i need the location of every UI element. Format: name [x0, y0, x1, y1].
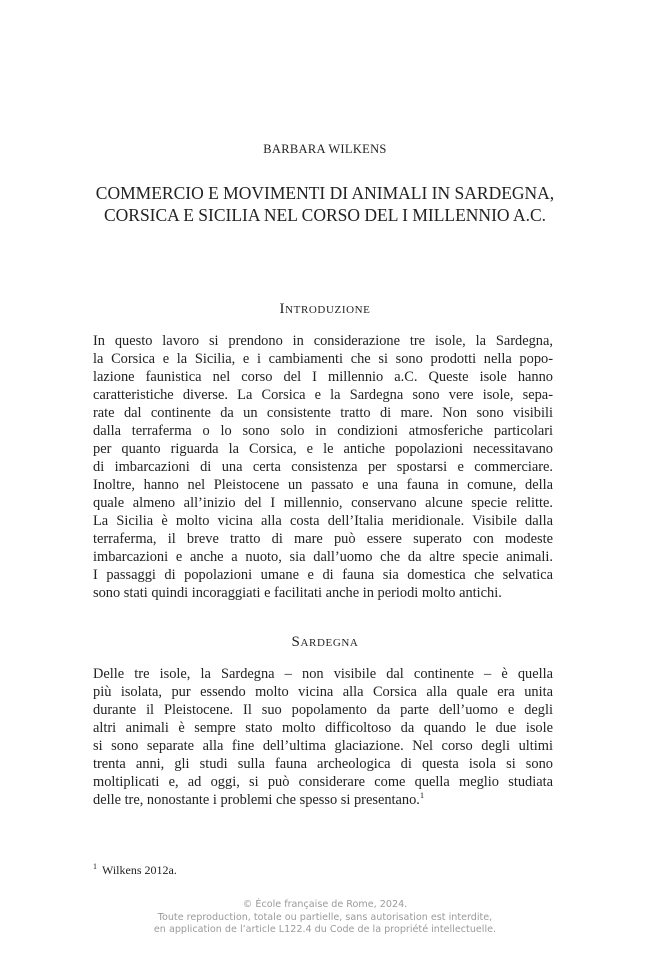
copyright-line: Toute reproduction, totale ou partielle, sans autorisation est interdite,: [157, 911, 493, 923]
text-line: moltiplicati e, ad oggi, si può considerare come quella meglio studiata: [93, 774, 553, 790]
footnote-mark: 1: [93, 862, 97, 871]
text-line: imbarcazioni e anche a nuoto, sia dall’uomo che da altre specie animali.: [93, 549, 553, 565]
section-heading-sardegna: Sardegna: [291, 634, 359, 650]
text-line-content: delle tre, nonostante i problemi che spesso si presentano.: [93, 792, 420, 808]
copyright-line: © École française de Rome, 2024.: [242, 899, 408, 910]
section-heading-introduzione: Introduzione: [279, 301, 371, 317]
text-line: si sono separate alla fine dell’ultima glaciazione. Nel corso degli ultimi: [93, 738, 553, 754]
title-line: CORSICA E SICILIA NEL CORSO DEL I MILLENNIO A.C.: [103, 205, 547, 225]
text-line: Inoltre, hanno nel Pleistocene un passato e una fauna in comune, della: [93, 477, 553, 493]
text-line: La Sicilia è molto vicina alla costa dell’Italia meridionale. Visibile dalla: [93, 513, 553, 529]
text-line: rate dal continente da un consistente tratto di mare. Non sono visibili: [93, 405, 553, 421]
title-line: COMMERCIO E MOVIMENTI DI ANIMALI IN SARDEGNA,: [95, 183, 555, 203]
footnote-reference[interactable]: 1: [419, 790, 425, 801]
text-line: In questo lavoro si prendono in considerazione tre isole, la Sardegna,: [93, 333, 553, 349]
text-line: Delle tre isole, la Sardegna – non visibile dal continente – è quella: [93, 666, 553, 682]
footnote-text: Wilkens 2012a.: [102, 863, 177, 877]
text-line: [93, 791, 553, 809]
text-line: terraferma, il breve tratto di mare può essere superato con modeste: [93, 531, 553, 547]
text-line: sono stati quindi incoraggiati e facilitati anche in periodi molto antichi.: [93, 585, 502, 601]
text-line: quale almeno all’inizio del I millennio, conservano alcune specie relitte.: [93, 495, 553, 511]
paragraph-sardegna: [93, 665, 553, 809]
text-line: altri animali è sempre stato molto difficoltoso da quando le due isole: [93, 720, 553, 736]
text-line: per quanto riguarda la Corsica, e le antiche popolazioni necessitavano: [93, 441, 553, 457]
text-line: di imbarcazioni di una certa consistenza per spostarsi e commerciare.: [93, 459, 553, 475]
text-line: più isolata, pur essendo molto vicina alla Corsica alla quale era unita: [93, 684, 553, 700]
author-name: BARBARA WILKENS: [263, 142, 387, 156]
text-line: durante il Pleistocene. Il suo popolamento da parte dell’uomo e degli: [93, 702, 553, 718]
paragraph-introduzione: [93, 332, 553, 602]
copyright-notice: [0, 899, 650, 937]
text-line: caratteristiche diverse. La Corsica e la Sardegna sono vere isole, sepa-: [93, 387, 553, 403]
footnote: [93, 862, 177, 878]
article-title: [60, 182, 590, 226]
copyright-line: en application de l’article L122.4 du Code de la propriété intellectuelle.: [153, 924, 497, 935]
text-line: lazione faunistica nel corso del I millennio a.C. Queste isole hanno: [93, 369, 553, 385]
text-line: la Corsica e la Sicilia, e i cambiamenti che si sono prodotti nella popo-: [93, 351, 553, 367]
text-line: dalla terraferma o lo sono solo in condizioni atmosferiche particolari: [93, 423, 553, 439]
text-line: trenta anni, gli studi sulla fauna archeologica di questa isola si sono: [93, 756, 553, 772]
text-line: I passaggi di popolazioni umane e di fauna sia domestica che selvatica: [93, 567, 553, 583]
